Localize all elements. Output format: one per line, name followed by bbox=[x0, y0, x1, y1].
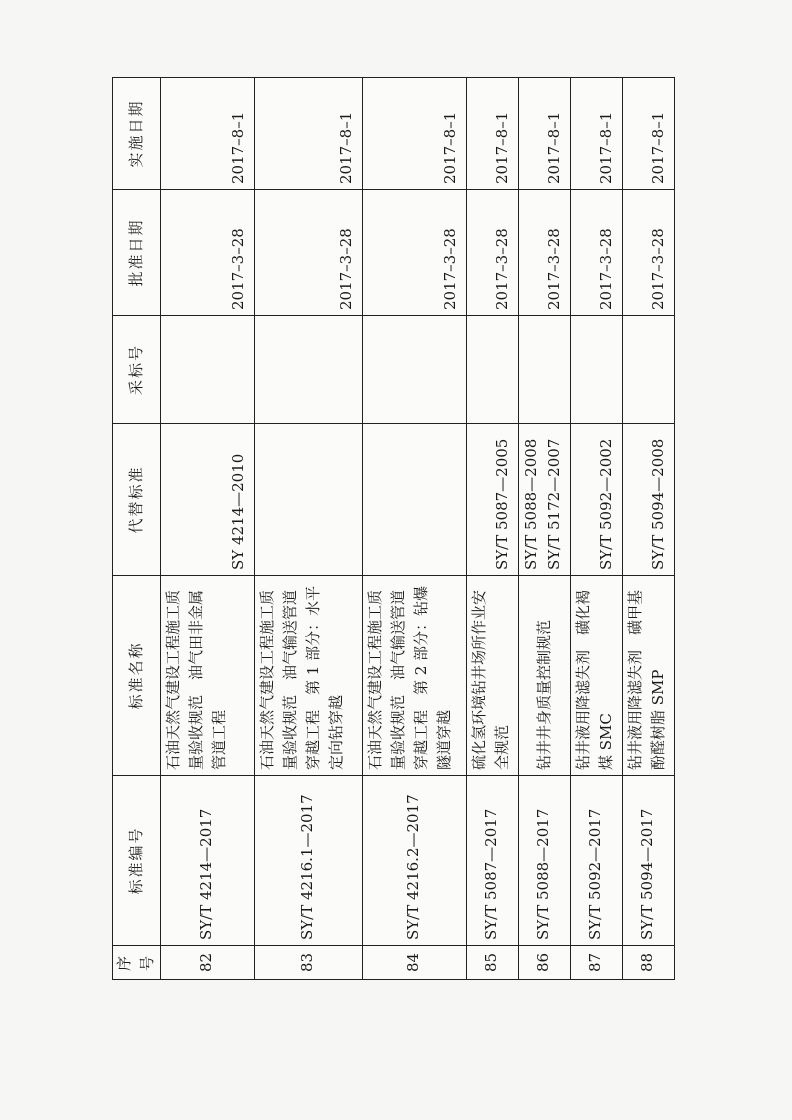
row-name: 钻井井身质量控制规范 bbox=[518, 576, 570, 776]
row-implement-date: 2017–8–1 bbox=[160, 78, 254, 190]
row-adopted bbox=[362, 316, 466, 424]
table-row bbox=[160, 78, 254, 980]
row-adopted bbox=[570, 316, 622, 424]
row-approve-date: 2017–3–28 bbox=[466, 190, 518, 316]
row-replaces bbox=[160, 424, 254, 576]
replaces-item: SY/T 5094—2008 bbox=[649, 438, 668, 570]
row-implement-date: 2017–8–1 bbox=[466, 78, 518, 190]
header-adopted: 采标号 bbox=[113, 316, 161, 424]
header-row bbox=[113, 78, 161, 980]
header-approve-date: 批准日期 bbox=[113, 190, 161, 316]
rotated-table-frame bbox=[112, 78, 668, 980]
row-no: 85 bbox=[466, 946, 518, 980]
table-row bbox=[622, 78, 674, 980]
row-name: 石油天然气建设工程施工质量验收规范 油气田非金属管道工程 bbox=[160, 576, 254, 776]
row-name: 石油天然气建设工程施工质量验收规范 油气输送管道穿越工程 第 2 部分：钻爆隧道穿越 bbox=[362, 576, 466, 776]
row-no: 83 bbox=[254, 946, 362, 980]
row-code: SY/T 5094—2017 bbox=[622, 776, 674, 946]
table-row bbox=[570, 78, 622, 980]
row-approve-date: 2017–3–28 bbox=[160, 190, 254, 316]
row-approve-date: 2017–3–28 bbox=[570, 190, 622, 316]
row-adopted bbox=[254, 316, 362, 424]
row-name: 硫化氢环境钻井场所作业安全规范 bbox=[466, 576, 518, 776]
row-approve-date: 2017–3–28 bbox=[622, 190, 674, 316]
row-replaces bbox=[622, 424, 674, 576]
row-approve-date: 2017–3–28 bbox=[254, 190, 362, 316]
row-no: 88 bbox=[622, 946, 674, 980]
row-approve-date: 2017–3–28 bbox=[362, 190, 466, 316]
replaces-item: SY/T 5092—2002 bbox=[597, 438, 616, 570]
replaces-item: SY/T 5172—2007 bbox=[545, 438, 564, 570]
row-replaces bbox=[466, 424, 518, 576]
header-name: 标准名称 bbox=[113, 576, 161, 776]
row-implement-date: 2017–8–1 bbox=[254, 78, 362, 190]
header-replaces: 代替标准 bbox=[113, 424, 161, 576]
table-row bbox=[518, 78, 570, 980]
row-code: SY/T 4216.2—2017 bbox=[362, 776, 466, 946]
row-replaces bbox=[570, 424, 622, 576]
row-code: SY/T 4216.1—2017 bbox=[254, 776, 362, 946]
row-implement-date: 2017–8–1 bbox=[622, 78, 674, 190]
table-row bbox=[362, 78, 466, 980]
standards-table bbox=[112, 77, 675, 980]
row-adopted bbox=[518, 316, 570, 424]
row-adopted bbox=[622, 316, 674, 424]
row-code: SY/T 5088—2017 bbox=[518, 776, 570, 946]
row-replaces bbox=[518, 424, 570, 576]
row-replaces bbox=[362, 424, 466, 576]
rotated-table-container bbox=[112, 78, 668, 980]
row-implement-date: 2017–8–1 bbox=[570, 78, 622, 190]
table-row bbox=[254, 78, 362, 980]
row-code: SY/T 5087—2017 bbox=[466, 776, 518, 946]
replaces-item: SY/T 5087—2005 bbox=[493, 438, 512, 570]
replaces-item: SY 4214—2010 bbox=[229, 453, 248, 570]
header-no: 序号 bbox=[113, 946, 161, 980]
row-adopted bbox=[160, 316, 254, 424]
row-name: 钻井液用降滤失剂 磺甲基酚醛树脂 SMP bbox=[622, 576, 674, 776]
row-implement-date: 2017–8–1 bbox=[362, 78, 466, 190]
row-no: 87 bbox=[570, 946, 622, 980]
row-no: 84 bbox=[362, 946, 466, 980]
row-replaces bbox=[254, 424, 362, 576]
row-no: 82 bbox=[160, 946, 254, 980]
row-code: SY/T 4214—2017 bbox=[160, 776, 254, 946]
header-code: 标准编号 bbox=[113, 776, 161, 946]
row-code: SY/T 5092—2017 bbox=[570, 776, 622, 946]
row-approve-date: 2017–3–28 bbox=[518, 190, 570, 316]
replaces-item: SY/T 5088—2008 bbox=[522, 438, 540, 570]
row-adopted bbox=[466, 316, 518, 424]
header-implement-date: 实施日期 bbox=[113, 78, 161, 190]
row-implement-date: 2017–8–1 bbox=[518, 78, 570, 190]
row-name: 钻井液用降滤失剂 磺化褐煤 SMC bbox=[570, 576, 622, 776]
row-no: 86 bbox=[518, 946, 570, 980]
table-row bbox=[466, 78, 518, 980]
row-name: 石油天然气建设工程施工质量验收规范 油气输送管道穿越工程 第 1 部分：水平定向钻穿越 bbox=[254, 576, 362, 776]
